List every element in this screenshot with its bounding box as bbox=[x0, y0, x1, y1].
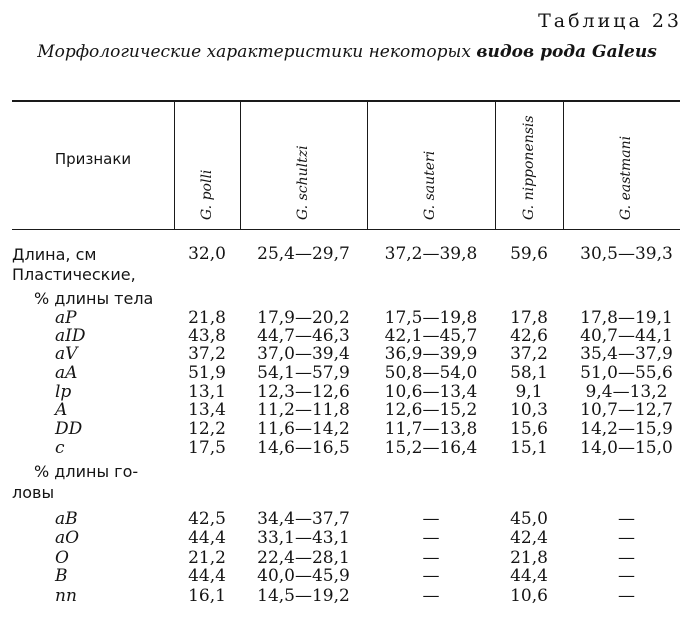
table-cell: 10,7—12,7 bbox=[580, 400, 673, 420]
row-label: Пластические, bbox=[12, 265, 136, 284]
table-cell: 14,6—16,5 bbox=[257, 438, 350, 458]
table-cell: — bbox=[618, 528, 635, 548]
row-label: % длины тела bbox=[34, 289, 154, 308]
table-cell: 10,6 bbox=[510, 586, 548, 606]
row-label: aP bbox=[55, 308, 77, 328]
table-cell: 42,1—45,7 bbox=[384, 326, 478, 346]
table-row bbox=[0, 567, 692, 586]
table-cell: 44,7—46,3 bbox=[257, 326, 350, 346]
table-cell: 21,2 bbox=[188, 548, 226, 568]
table-cell: 32,0 bbox=[188, 244, 226, 264]
table-row bbox=[0, 483, 692, 502]
table-cell: 37,2 bbox=[188, 344, 226, 364]
row-label: nn bbox=[55, 586, 77, 606]
table-cell: 37,2—39,8 bbox=[384, 244, 478, 264]
table-cell: 58,1 bbox=[510, 363, 548, 383]
table-cell: 51,9 bbox=[188, 363, 226, 383]
table-cell: — bbox=[422, 528, 440, 548]
row-label: aA bbox=[55, 363, 78, 383]
table-cell: 17,8 bbox=[510, 308, 548, 328]
table-cell: — bbox=[618, 548, 635, 568]
table-cell: 42,5 bbox=[188, 509, 226, 529]
row-label: O bbox=[55, 548, 69, 568]
row-label: c bbox=[55, 438, 65, 458]
table-cell: 51,0—55,6 bbox=[580, 363, 673, 383]
row-label: aB bbox=[55, 509, 78, 529]
table-cell: 13,1 bbox=[188, 382, 226, 402]
table-row bbox=[0, 420, 692, 439]
table-cell: 37,2 bbox=[510, 344, 548, 364]
table-cell: 17,8—19,1 bbox=[580, 308, 673, 328]
table-header-rule bbox=[12, 229, 680, 230]
table-cell: 35,4—37,9 bbox=[580, 344, 673, 364]
table-row bbox=[0, 265, 692, 284]
table-cell: 21,8 bbox=[510, 548, 548, 568]
table-row bbox=[0, 462, 692, 481]
row-label: aO bbox=[55, 528, 80, 548]
row-label: % длины го- bbox=[34, 462, 139, 481]
table-cell: 40,0—45,9 bbox=[257, 566, 350, 586]
caption-text: Морфологические характеристики некоторых bbox=[37, 42, 471, 62]
table-cell: 25,4—29,7 bbox=[257, 244, 350, 264]
table-cell: 12,6—15,2 bbox=[384, 400, 478, 420]
table-cell: — bbox=[422, 509, 440, 529]
table-cell: 36,9—39,9 bbox=[384, 344, 478, 364]
table-cell: 11,7—13,8 bbox=[384, 419, 478, 439]
table-cell: 54,1—57,9 bbox=[257, 363, 350, 383]
table-cell: 13,4 bbox=[188, 400, 226, 420]
table-cell: 44,4 bbox=[188, 528, 226, 548]
table-cell: 15,2—16,4 bbox=[384, 438, 478, 458]
caption-bold-text: видов рода Galeus bbox=[476, 42, 657, 62]
table-cell: 37,0—39,4 bbox=[257, 344, 350, 364]
table-cell: 10,3 bbox=[510, 400, 548, 420]
table-cell: 12,3—12,6 bbox=[257, 382, 350, 402]
table-top-rule bbox=[12, 100, 680, 102]
species-header: G. sauteri bbox=[422, 150, 438, 220]
table-cell: — bbox=[422, 566, 440, 586]
row-label: A bbox=[55, 400, 68, 420]
species-header: G. eastmani bbox=[618, 135, 634, 220]
table-caption bbox=[12, 42, 682, 62]
row-label: lp bbox=[55, 382, 72, 402]
table-cell: 21,8 bbox=[188, 308, 226, 328]
table-cell: — bbox=[422, 548, 440, 568]
column-divider bbox=[174, 102, 175, 229]
table-cell: 59,6 bbox=[510, 244, 548, 264]
table-number: Таблица 23 bbox=[538, 10, 682, 32]
table-cell: 40,7—44,1 bbox=[580, 326, 673, 346]
row-label: DD bbox=[55, 419, 83, 439]
table-cell: 42,6 bbox=[510, 326, 548, 346]
table-cell: 45,0 bbox=[510, 509, 548, 529]
column-divider bbox=[495, 102, 496, 229]
table-cell: 50,8—54,0 bbox=[384, 363, 478, 383]
table-row bbox=[0, 364, 692, 383]
table-cell: 33,1—43,1 bbox=[257, 528, 350, 548]
column-divider bbox=[367, 102, 368, 229]
table-row bbox=[0, 587, 692, 606]
table-row bbox=[0, 510, 692, 529]
table-cell: — bbox=[618, 509, 635, 529]
table-cell: 17,5—19,8 bbox=[384, 308, 478, 328]
row-label: B bbox=[55, 566, 68, 586]
table-cell: 11,2—11,8 bbox=[257, 400, 350, 420]
table-cell: 14,5—19,2 bbox=[257, 586, 350, 606]
table-row bbox=[0, 345, 692, 364]
table-cell: 14,2—15,9 bbox=[580, 419, 673, 439]
table-cell: 44,4 bbox=[510, 566, 548, 586]
table-cell: 42,4 bbox=[510, 528, 548, 548]
species-header: G. schultzi bbox=[295, 145, 311, 220]
table-cell: 11,6—14,2 bbox=[257, 419, 350, 439]
header-feature: Признаки bbox=[54, 150, 132, 168]
table-cell: 14,0—15,0 bbox=[580, 438, 673, 458]
table-cell: 30,5—39,3 bbox=[580, 244, 673, 264]
table-cell: 9,4—13,2 bbox=[585, 382, 668, 402]
table-cell: 12,2 bbox=[188, 419, 226, 439]
table-cell: 17,9—20,2 bbox=[257, 308, 350, 328]
table-cell: — bbox=[422, 586, 440, 606]
species-header: G. nipponensis bbox=[521, 115, 537, 220]
table-cell: 44,4 bbox=[188, 566, 226, 586]
table-cell: 17,5 bbox=[188, 438, 226, 458]
row-label: aV bbox=[55, 344, 78, 364]
table-row bbox=[0, 245, 692, 264]
table-cell: 22,4—28,1 bbox=[257, 548, 350, 568]
table-cell: 9,1 bbox=[515, 382, 543, 402]
table-cell: — bbox=[618, 566, 635, 586]
table-row bbox=[0, 289, 692, 308]
table-cell: — bbox=[618, 586, 635, 606]
species-header: G. polli bbox=[199, 169, 215, 220]
table-cell: 16,1 bbox=[188, 586, 226, 606]
table-cell: 10,6—13,4 bbox=[384, 382, 478, 402]
table-cell: 34,4—37,7 bbox=[257, 509, 350, 529]
table-cell: 43,8 bbox=[188, 326, 226, 346]
column-divider bbox=[563, 102, 564, 229]
table-row bbox=[0, 529, 692, 548]
table-cell: 15,1 bbox=[510, 438, 548, 458]
table-row bbox=[0, 439, 692, 458]
table-row bbox=[0, 401, 692, 420]
row-label: aID bbox=[55, 326, 86, 346]
table-cell: 15,6 bbox=[510, 419, 548, 439]
row-label: Длина, см bbox=[12, 245, 97, 264]
row-label: ловы bbox=[12, 483, 55, 502]
column-divider bbox=[240, 102, 241, 229]
